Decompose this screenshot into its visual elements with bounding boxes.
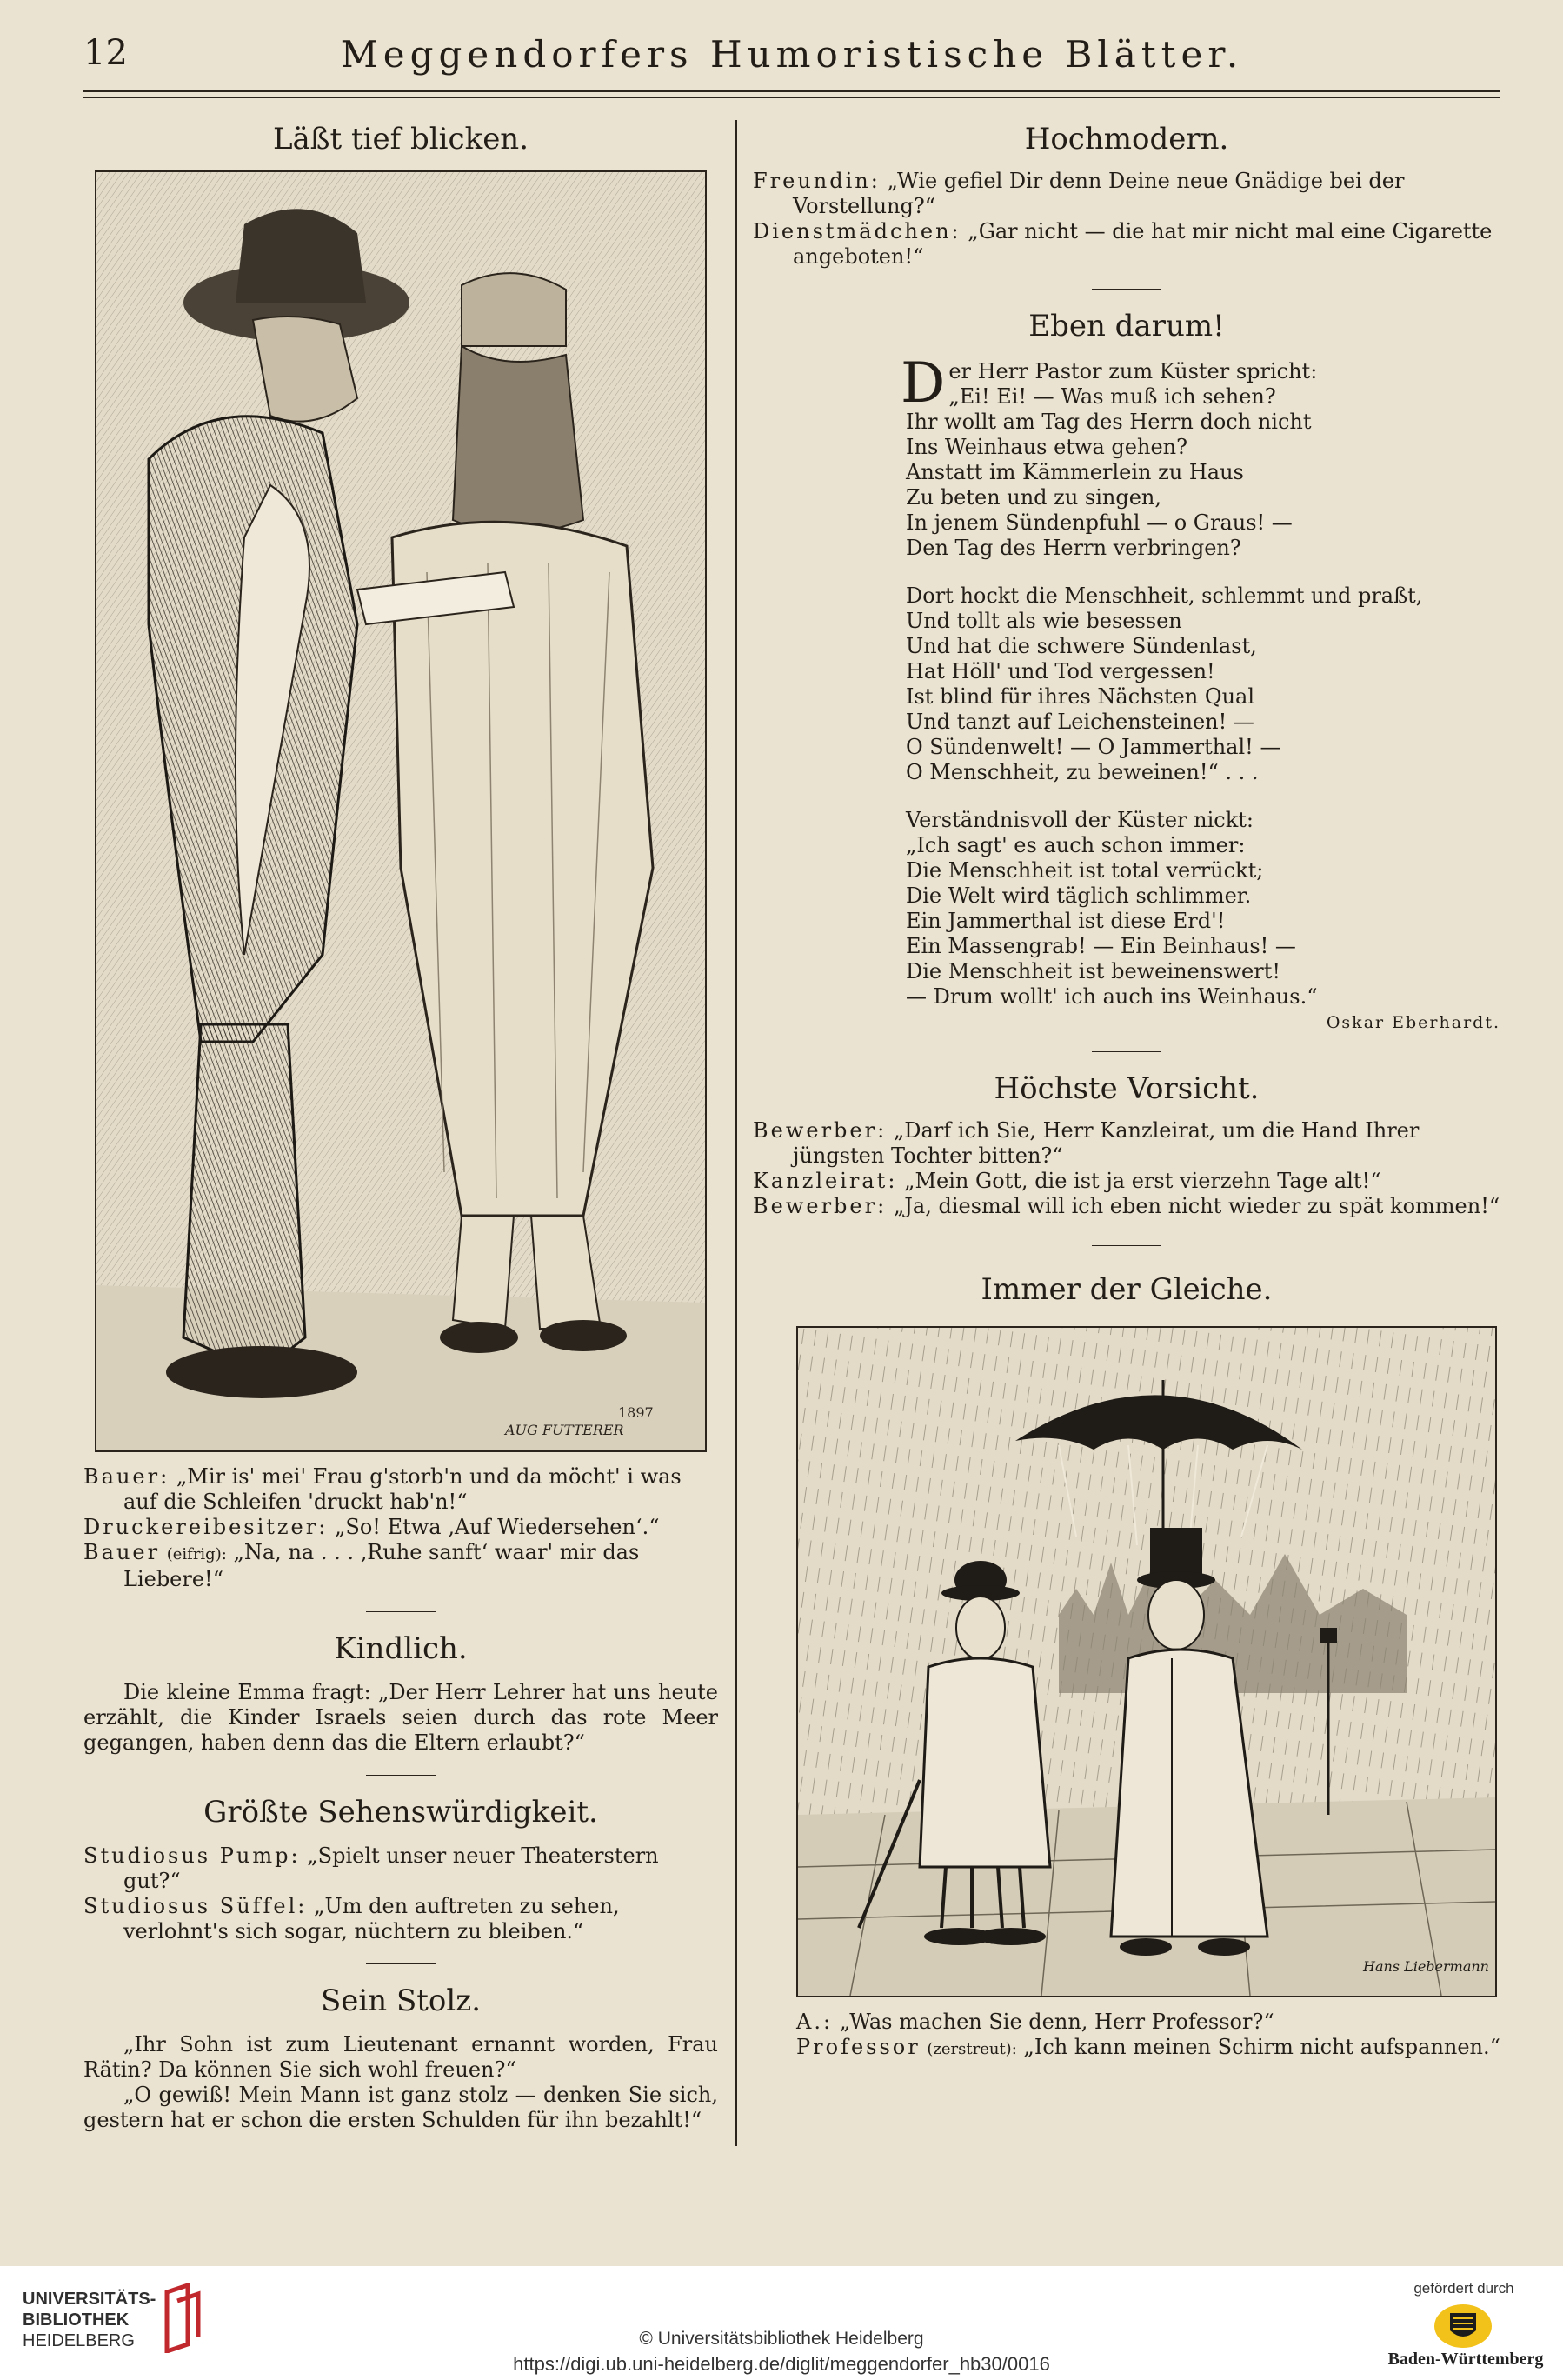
poem-line: O Sündenwelt! — O Jammerthal! — <box>906 735 1281 759</box>
illustration-umbrella-scene <box>796 1326 1497 1997</box>
author-signature: Oskar Eberhardt. <box>1326 1013 1500 1032</box>
dialogue-block <box>753 1118 1500 1219</box>
dialogue-line: Freundin: „Wie gefiel Dir denn Deine neue Gnädige bei der Vorstellung?“ <box>753 169 1405 218</box>
dialogue-line: Bewerber: „Darf ich Sie, Herr Kanzleirat, um die Hand Ihrer jüngsten Tochter bitten?“ <box>753 1118 1420 1168</box>
permalink[interactable]: https://digi.ub.uni-heidelberg.de/diglit/meggendorfer_hb30/0016 <box>513 2353 1050 2375</box>
artist-signature: Hans Liebermann <box>1363 1958 1489 1975</box>
illustration-farmer-and-printer <box>95 170 707 1452</box>
column-divider <box>735 120 737 2146</box>
dialogue-block <box>83 1843 718 1944</box>
section-separator <box>366 1963 436 1964</box>
artist-signature: AUG FUTTERER <box>505 1422 624 1438</box>
article-text: „Ihr Sohn ist zum Lieutenant ernannt worden, Frau Rätin? Da können Sie sich wohl freuen?“ <box>83 2032 718 2082</box>
poem <box>753 351 1500 1032</box>
dialogue-line: Studiosus Pump: „Spielt unser neuer Theaterstern gut?“ <box>83 1843 659 1893</box>
poem-stanza <box>753 351 1500 561</box>
section-separator <box>1092 289 1161 290</box>
state-coat-of-arms-icon <box>1433 2303 1493 2350</box>
dialogue-line: Kanzleirat: „Mein Gott, die ist ja erst vierzehn Tage alt!“ <box>753 1169 1381 1193</box>
poem-line: Und hat die schwere Sündenlast, <box>906 634 1257 658</box>
poem-line: Hat Höll' und Tod vergessen! <box>906 659 1215 683</box>
section-separator <box>366 1775 436 1776</box>
article-title: Immer der Gleiche. <box>981 1272 1273 1307</box>
artist-year: 1897 <box>618 1404 654 1421</box>
article-title: Läßt tief blicken. <box>272 122 529 157</box>
poem-line: Anstatt im Kämmerlein zu Haus <box>906 460 1244 484</box>
dialogue-line: A.: „Was machen Sie denn, Herr Professor?“ <box>796 2010 1274 2034</box>
poem-line: Der Herr Pastor zum Küster spricht: <box>901 351 1318 416</box>
poem-stanza <box>753 808 1500 1010</box>
poem-line: Ins Weinhaus etwa gehen? <box>906 435 1187 459</box>
poem-line: Und tanzt auf Leichensteinen! — <box>906 710 1254 734</box>
drawing-professor-and-umbrella <box>798 1328 1495 1996</box>
dialogue-line: Studiosus Süffel: „Um den auftreten zu sehen, verlohnt's sich sogar, nüchtern zu bleiben.“ <box>83 1894 620 1943</box>
funded-by-label: gefördert durch <box>1413 2280 1514 2297</box>
poem-line: „Ich sagt' es auch schon immer: <box>906 833 1246 857</box>
dialogue-line: Druckereibesitzer: „So! Etwa ‚Auf Wiedersehen‘.“ <box>83 1515 660 1539</box>
library-logo-text: UNIVERSITÄTS- BIBLIOTHEK HEIDELBERG <box>23 2290 156 2350</box>
poem-line: Dort hockt die Menschheit, schlemmt und praßt, <box>906 583 1423 608</box>
dialogue-line: Bewerber: „Ja, diesmal will ich eben nicht wieder zu spät kommen!“ <box>753 1194 1500 1218</box>
journal-title: Meggendorfers Humoristische Blätter. <box>340 33 1244 76</box>
poem-line: Ein Jammerthal ist diese Erd'! <box>906 909 1226 933</box>
engraving-two-men <box>96 172 705 1450</box>
section-separator <box>366 1611 436 1612</box>
dialogue-line: Dienstmädchen: „Gar nicht — die hat mir nicht mal eine Cigarette angeboten!“ <box>753 219 1493 269</box>
dialogue-block <box>753 169 1500 270</box>
page-number: 12 <box>83 33 128 73</box>
section-separator <box>1092 1051 1161 1052</box>
poem-line: Ihr wollt am Tag des Herrn doch nicht <box>906 410 1312 434</box>
poem-title: Eben darum! <box>1028 309 1225 343</box>
poem-line: Die Welt wird täglich schlimmer. <box>906 883 1252 908</box>
poem-line: In jenem Sündenpfuhl — o Graus! — <box>906 510 1293 535</box>
dialogue-line: Professor (zerstreut): „Ich kann meinen Schirm nicht aufspannen.“ <box>796 2035 1500 2059</box>
drop-cap: D <box>901 351 946 416</box>
header-rule-thin <box>83 97 1500 98</box>
poem-line: Zu beten und zu singen, <box>906 485 1161 510</box>
digitisation-footer <box>0 2266 1563 2380</box>
section-separator <box>1092 1245 1161 1246</box>
dialogue-block <box>753 2010 1500 2062</box>
header-rule-thick <box>83 90 1500 92</box>
poem-line: — Drum wollt' ich auch ins Weinhaus.“ <box>906 984 1318 1009</box>
article-title: Höchste Vorsicht. <box>994 1071 1260 1106</box>
poem-line: Ist blind für ihres Nächsten Qual <box>906 684 1255 709</box>
dialogue-block <box>83 1464 718 1592</box>
page-header <box>83 33 1500 77</box>
article-text: „O gewiß! Mein Mann ist ganz stolz — denken Sie sich, gestern hat er schon die ersten Schulden für ihn bezahlt!“ <box>83 2083 718 2132</box>
poem-line: „Ei! Ei! — Was muß ich sehen? <box>948 384 1276 409</box>
poem-stanza <box>753 583 1500 785</box>
poem-line: Den Tag des Herrn verbringen? <box>906 536 1241 560</box>
left-column <box>83 122 718 2133</box>
poem-line: Ein Massengrab! — Ein Beinhaus! — <box>906 934 1296 958</box>
dialogue-line: Bauer (eifrig): „Na, na . . . ‚Ruhe sanft‘ waar' mir das Liebere!“ <box>83 1540 640 1591</box>
state-name: Baden-Württemberg <box>1387 2350 1544 2369</box>
article-text: Die kleine Emma fragt: „Der Herr Lehrer hat uns heute erzählt, die Kinder Israels seien durch das rote Meer gegangen, haben denn das die Eltern erlaubt?“ <box>83 1680 718 1755</box>
poem-line: Verständnisvoll der Küster nickt: <box>906 808 1254 832</box>
article-title: Hochmodern. <box>1024 122 1229 157</box>
poem-line: Die Menschheit ist beweinenswert! <box>906 959 1281 983</box>
article-title: Größte Sehenswürdigkeit. <box>203 1795 598 1830</box>
poem-line: Und tollt als wie besessen <box>906 609 1182 633</box>
article-title: Kindlich. <box>334 1631 468 1666</box>
copyright-notice: © Universitätsbibliothek Heidelberg <box>639 2329 924 2349</box>
poem-line: Die Menschheit ist total verrückt; <box>906 858 1264 883</box>
poem-line: O Menschheit, zu beweinen!“ . . . <box>906 760 1259 784</box>
dialogue-line: Bauer: „Mir is' mei' Frau g'storb'n und da möcht' i was auf die Schleifen 'druckt hab'n!“ <box>83 1464 682 1514</box>
right-column <box>753 122 1500 2062</box>
article-title: Sein Stolz. <box>320 1983 481 2018</box>
